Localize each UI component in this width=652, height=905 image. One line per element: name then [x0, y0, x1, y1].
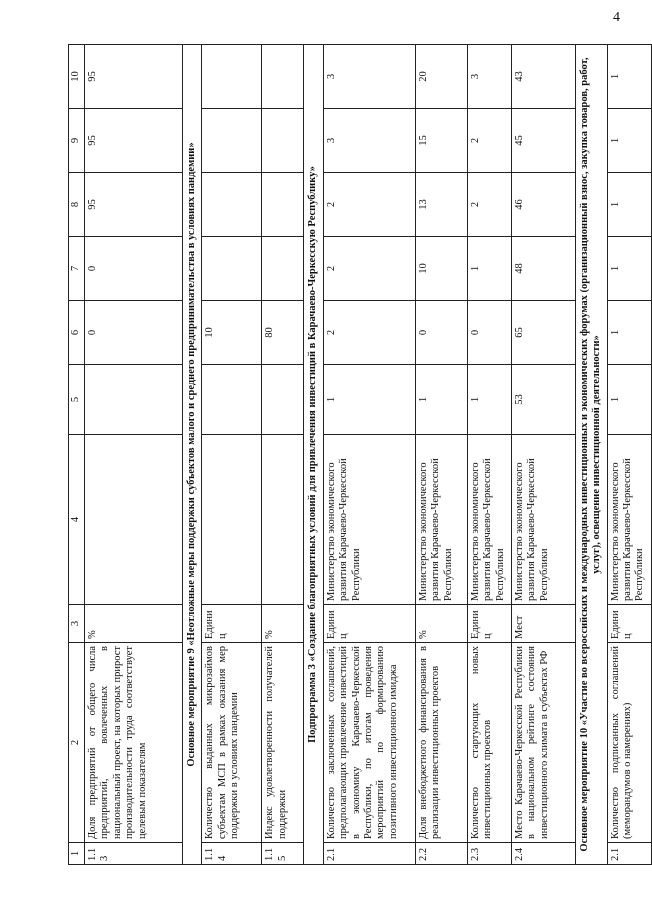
table-row: [202, 45, 262, 865]
value-cell: 46: [511, 173, 575, 237]
value-cell: 95: [85, 109, 183, 173]
value-cell: 20: [415, 45, 467, 109]
table-row: [511, 45, 575, 865]
row-number: 2.3: [467, 843, 511, 865]
value-cell: 2: [467, 173, 511, 237]
table-row: [85, 45, 183, 865]
header-cell: 8: [69, 173, 85, 237]
value-cell: 13: [415, 173, 467, 237]
section-title: Основное мероприятие 9 «Неотложные меры поддержки субъектов малого и среднего предпринимательства в условиях пандемии»: [183, 45, 202, 865]
value-cell: [262, 365, 304, 435]
table-row: [262, 45, 304, 865]
value-cell: 0: [85, 301, 183, 365]
responsible-cell: [262, 435, 304, 605]
value-cell: 3: [467, 45, 511, 109]
value-cell: [202, 45, 262, 109]
header-cell: 10: [69, 45, 85, 109]
indicator-name: Количество заключенных соглашений, предполагающих привлечение инвестиций в экономику Карачаево-Черкесской Республики, по итогам проведения мероприятий по формированию позитивного инвестиционного имиджа: [323, 643, 415, 843]
value-cell: 0: [85, 237, 183, 301]
value-cell: 2: [467, 109, 511, 173]
section-title: Основное мероприятие 10 «Участие во всероссийских и международных инвестиционных и экономических форумах (организационный взнос, закупка товаров, работ, услуг), освещение инвестиционной деятельности»: [575, 45, 607, 865]
unit-cell: %: [415, 605, 467, 643]
responsible-cell: Министерство экономического развития Карачаево-Черкесской Республики: [467, 435, 511, 605]
unit-cell: Мест: [511, 605, 575, 643]
indicator-name: Доля предприятий от общего числа предприятий, вовлеченных в национальный проект, на которых прирост производительности труда соответствует целевым показателям: [85, 643, 183, 843]
page-number: 4: [613, 10, 620, 25]
header-cell: 1: [69, 843, 85, 865]
value-cell: 1: [607, 365, 651, 435]
value-cell: 2: [323, 173, 415, 237]
value-cell: 1: [607, 109, 651, 173]
indicator-name: Доля внебюджетного финансирования в реализации инвестиционных проектов: [415, 643, 467, 843]
responsible-cell: Министерство экономического развития Карачаево-Черкесской Республики: [607, 435, 651, 605]
header-cell: 3: [69, 605, 85, 643]
value-cell: 10: [415, 237, 467, 301]
unit-cell: Единиц: [323, 605, 415, 643]
value-cell: 1: [467, 365, 511, 435]
table-row: [323, 45, 415, 865]
unit-cell: %: [262, 605, 304, 643]
value-cell: 3: [323, 109, 415, 173]
value-cell: 15: [415, 109, 467, 173]
value-cell: 43: [511, 45, 575, 109]
value-cell: 48: [511, 237, 575, 301]
value-cell: 53: [511, 365, 575, 435]
indicators-table: [68, 44, 652, 865]
section-row: [183, 45, 202, 865]
value-cell: [262, 45, 304, 109]
row-number: 2.2: [415, 843, 467, 865]
indicator-name: Индекс удовлетворенности получателей поддержки: [262, 643, 304, 843]
value-cell: 1: [607, 173, 651, 237]
value-cell: 2: [323, 237, 415, 301]
value-cell: 80: [262, 301, 304, 365]
value-cell: [202, 365, 262, 435]
indicator-name: Количество стартующих новых инвестиционных проектов: [467, 643, 511, 843]
value-cell: [85, 365, 183, 435]
value-cell: 2: [323, 301, 415, 365]
row-number: 2.1: [607, 843, 651, 865]
value-cell: 0: [467, 301, 511, 365]
responsible-cell: [85, 435, 183, 605]
value-cell: 1: [607, 237, 651, 301]
value-cell: [202, 173, 262, 237]
table-row: [415, 45, 467, 865]
section-row: [575, 45, 607, 865]
header-cell: 6: [69, 301, 85, 365]
header-row: [69, 45, 85, 865]
rotated-table-area: [68, 45, 646, 865]
value-cell: 1: [415, 365, 467, 435]
value-cell: 65: [511, 301, 575, 365]
value-cell: [202, 109, 262, 173]
value-cell: 1: [323, 365, 415, 435]
table-row: [607, 45, 651, 865]
header-cell: 7: [69, 237, 85, 301]
value-cell: [262, 173, 304, 237]
row-number: 2.1: [323, 843, 415, 865]
value-cell: 0: [415, 301, 467, 365]
value-cell: 95: [85, 45, 183, 109]
header-cell: 2: [69, 643, 85, 843]
section-title: Подпрограмма 3 «Создание благоприятных условий для привлечения инвестиций в Карачаево-Черкесскую Республику»: [304, 45, 323, 865]
table-row: [467, 45, 511, 865]
header-cell: 4: [69, 435, 85, 605]
row-number: 2.4: [511, 843, 575, 865]
value-cell: 1: [607, 45, 651, 109]
indicator-name: Количество выданных микрозаймов субъектам МСП в рамках оказания мер поддержки в условиях пандемии: [202, 643, 262, 843]
section-row: [304, 45, 323, 865]
value-cell: 95: [85, 173, 183, 237]
value-cell: 10: [202, 301, 262, 365]
indicator-name: Место Карачаево-Черкесской Республики в национальном рейтинге состояния инвестиционного климата в субъектах РФ: [511, 643, 575, 843]
row-number: 1.14: [202, 843, 262, 865]
header-cell: 5: [69, 365, 85, 435]
value-cell: 1: [467, 237, 511, 301]
unit-cell: Единиц: [607, 605, 651, 643]
header-cell: 9: [69, 109, 85, 173]
value-cell: 1: [607, 301, 651, 365]
responsible-cell: Министерство экономического развития Карачаево-Черкесской Республики: [415, 435, 467, 605]
value-cell: [262, 109, 304, 173]
unit-cell: Единиц: [467, 605, 511, 643]
responsible-cell: [202, 435, 262, 605]
value-cell: [202, 237, 262, 301]
responsible-cell: Министерство экономического развития Карачаево-Черкесской Республики: [323, 435, 415, 605]
value-cell: [262, 237, 304, 301]
responsible-cell: Министерство экономического развития Карачаево-Черкесской Республики: [511, 435, 575, 605]
row-number: 1.15: [262, 843, 304, 865]
value-cell: 3: [323, 45, 415, 109]
unit-cell: Единиц: [202, 605, 262, 643]
value-cell: 45: [511, 109, 575, 173]
row-number: 1.13: [85, 843, 183, 865]
indicator-name: Количество подписанных соглашений (меморандумов о намерениях): [607, 643, 651, 843]
unit-cell: %: [85, 605, 183, 643]
